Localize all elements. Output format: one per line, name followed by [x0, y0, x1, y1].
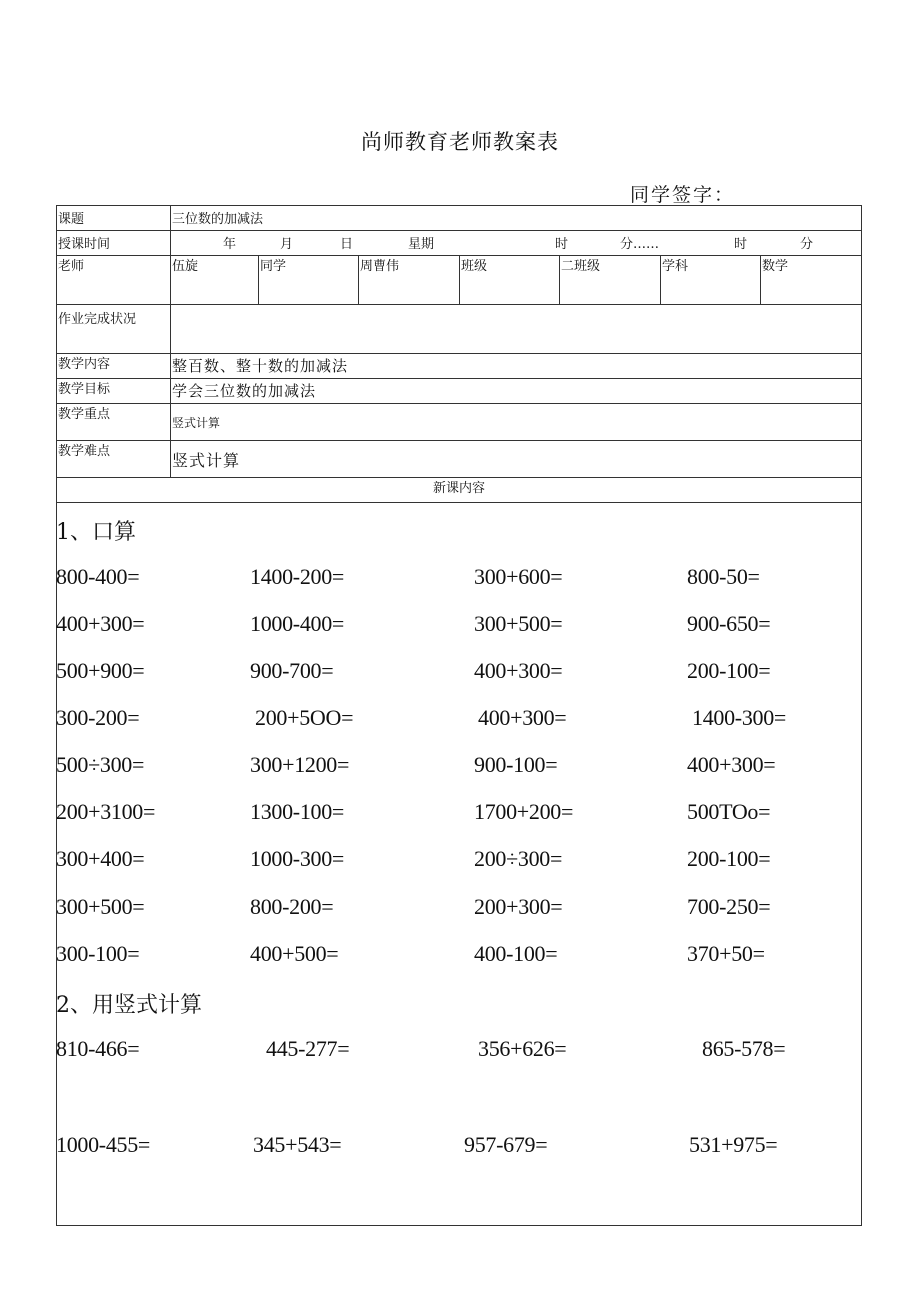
- time-day: 日: [340, 237, 354, 252]
- oral-problem: 300+600=: [474, 564, 563, 589]
- oral-problem: 300-100=: [56, 941, 140, 966]
- vertical-problem: 810-466=: [56, 1036, 140, 1061]
- time-hour-start: 时: [555, 237, 569, 252]
- column-divider: [660, 255, 661, 304]
- oral-problem: 700-250=: [687, 894, 771, 919]
- topic-value: 三位数的加减法: [172, 212, 264, 227]
- page-title: 尚师教育老师教案表: [361, 130, 559, 154]
- oral-problem: 400+300=: [478, 705, 567, 730]
- key-point-label: 教学重点: [58, 407, 111, 422]
- class-label: 班级: [461, 259, 488, 274]
- oral-problem: 370+50=: [687, 941, 765, 966]
- oral-problem: 200÷300=: [474, 846, 563, 871]
- subject-label: 学科: [662, 259, 689, 274]
- section-vertical-calculation-heading: 2、用竖式计算: [56, 993, 202, 1018]
- oral-problem: 800-400=: [56, 564, 140, 589]
- vertical-problem: 356+626=: [478, 1036, 567, 1061]
- key-point-value: 竖式计算: [172, 416, 221, 430]
- column-divider: [459, 255, 460, 304]
- time-weekday: 星期: [408, 237, 435, 252]
- oral-problem: 200+3100=: [56, 799, 156, 824]
- oral-problem: 900-700=: [250, 658, 334, 683]
- teacher-label: 老师: [58, 259, 85, 274]
- teacher-value: 伍旋: [172, 259, 199, 274]
- oral-problem: 1000-300=: [250, 846, 345, 871]
- row-divider: [56, 353, 862, 354]
- content-label: 教学内容: [58, 357, 111, 372]
- vertical-problem: 1000-455=: [56, 1132, 151, 1157]
- oral-problem: 200-100=: [687, 846, 771, 871]
- row-divider: [56, 477, 862, 478]
- oral-problem: 500÷300=: [56, 752, 145, 777]
- oral-problem: 400+300=: [56, 611, 145, 636]
- oral-problem: 300+1200=: [250, 752, 350, 777]
- time-label: 授课时间: [58, 237, 111, 252]
- oral-problem: 200+5OO=: [255, 705, 354, 730]
- time-hour-end: 时: [734, 237, 748, 252]
- signature-label: 同学签字：: [630, 184, 736, 206]
- section-oral-calculation-heading: 1、口算: [56, 520, 136, 545]
- vertical-problem: 345+543=: [253, 1132, 342, 1157]
- class-value: 二班级: [561, 259, 601, 274]
- student-value: 周曹伟: [360, 259, 400, 274]
- oral-problem: 900-100=: [474, 752, 558, 777]
- vertical-problem: 531+975=: [689, 1132, 778, 1157]
- oral-problem: 300+400=: [56, 846, 145, 871]
- label-column-divider: [170, 205, 171, 477]
- vertical-problem: 865-578=: [702, 1036, 786, 1061]
- oral-problem: 400+300=: [687, 752, 776, 777]
- oral-problem: 300-200=: [56, 705, 140, 730]
- row-divider: [56, 502, 862, 503]
- column-divider: [258, 255, 259, 304]
- oral-problem: 800-50=: [687, 564, 760, 589]
- time-year: 年: [223, 237, 237, 252]
- oral-problem: 200-100=: [687, 658, 771, 683]
- goal-label: 教学目标: [58, 382, 111, 397]
- row-divider: [56, 403, 862, 404]
- oral-problem: 400-100=: [474, 941, 558, 966]
- oral-problem: 300+500=: [474, 611, 563, 636]
- new-lesson-header: 新课内容: [432, 481, 485, 496]
- content-value: 整百数、整十数的加减法: [172, 357, 349, 375]
- oral-problem: 1000-400=: [250, 611, 345, 636]
- oral-problem: 1400-300=: [692, 705, 787, 730]
- oral-problem: 400+300=: [474, 658, 563, 683]
- difficulty-label: 教学难点: [58, 444, 111, 459]
- oral-problem: 500TOo=: [687, 799, 771, 824]
- oral-problem: 1300-100=: [250, 799, 345, 824]
- subject-value: 数学: [762, 259, 789, 274]
- row-divider: [56, 230, 862, 231]
- oral-problem: 800-200=: [250, 894, 334, 919]
- difficulty-value: 竖式计算: [172, 451, 241, 470]
- student-label: 同学: [260, 259, 287, 274]
- column-divider: [358, 255, 359, 304]
- oral-problem: 300+500=: [56, 894, 145, 919]
- oral-problem: 900-650=: [687, 611, 771, 636]
- homework-label: 作业完成状况: [58, 312, 137, 327]
- time-minute-end: 分: [800, 237, 814, 252]
- vertical-problem: 445-277=: [266, 1036, 350, 1061]
- topic-label: 课题: [58, 212, 85, 227]
- oral-problem: 500+900=: [56, 658, 145, 683]
- row-divider: [56, 378, 862, 379]
- oral-problem: 1400-200=: [250, 564, 345, 589]
- time-month: 月: [280, 237, 294, 252]
- oral-problem: 400+500=: [250, 941, 339, 966]
- row-divider: [56, 304, 862, 305]
- time-minute-start: 分……: [620, 237, 660, 252]
- column-divider: [760, 255, 761, 304]
- vertical-problem: 957-679=: [464, 1132, 548, 1157]
- column-divider: [559, 255, 560, 304]
- oral-problem: 1700+200=: [474, 799, 574, 824]
- goal-value: 学会三位数的加减法: [172, 382, 317, 400]
- oral-problem: 200+300=: [474, 894, 563, 919]
- row-divider: [56, 440, 862, 441]
